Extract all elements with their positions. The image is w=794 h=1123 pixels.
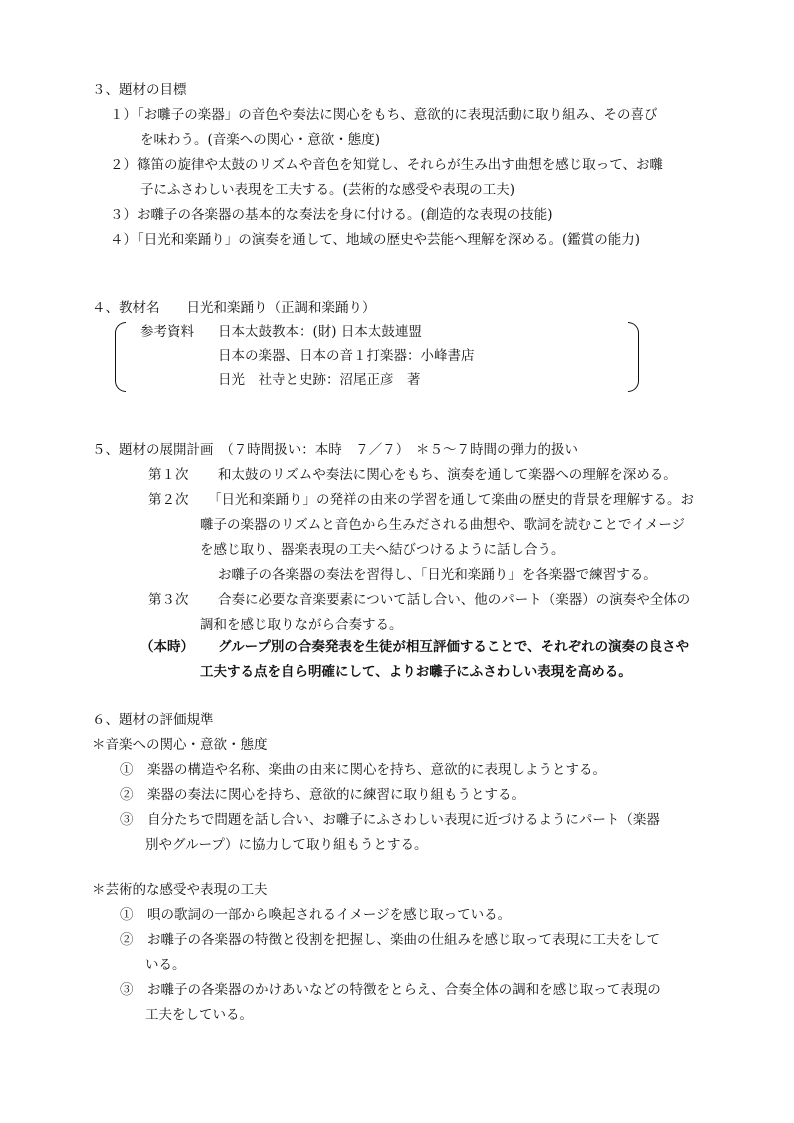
phase-3-label: 第３次 <box>148 592 189 608</box>
goal-item-3: ３）お囃子の各楽器の基本的な奏法を身に付ける。(創造的な表現の技能) <box>110 207 553 223</box>
criteria-2-item-2: ② お囃子の各楽器の特徴と役割を把握し、楽曲の仕組みを感じ取って表現に工夫をして <box>120 932 660 948</box>
goal-item-2-cont: 子にふさわしい表現を工夫する。(芸術的な感受や表現の工夫) <box>140 182 516 198</box>
phase-3-line-2: 調和を感じ取りながら合奏する。 <box>200 617 403 633</box>
criteria-1-item-3-cont: 別やグループ）に協力して取り組もうとする。 <box>145 837 428 853</box>
phase-1-text: 和太鼓のリズムや奏法に関心をもち、演奏を通して楽器への理解を深める。 <box>218 467 677 483</box>
criteria-1-heading: ＊音楽への関心・意欲・態度 <box>92 737 268 753</box>
goal-item-1-cont: を味わう。(音楽への関心・意欲・態度) <box>140 132 381 148</box>
criteria-1-item-2: ② 楽器の奏法に関心を持ち、意欲的に練習に取り組もうとする。 <box>120 787 525 803</box>
criteria-1-item-3: ③ 自分たちで問題を話し合い、お囃子にふさわしい表現に近づけるようにパート（楽器 <box>120 812 660 828</box>
phase-2-label: 第２次 <box>148 492 189 508</box>
reference-bracket-right <box>628 322 639 392</box>
phase-2-line-2: 囃子の楽器のリズムと音色から生みだされる曲想や、歌詞を読むことでイメージ <box>200 517 686 533</box>
phase-1-label: 第１次 <box>148 467 189 483</box>
reference-item-3: 日光 社寺と史跡：沼尾正彦 著 <box>218 372 421 388</box>
phase-2-line-3: を感じ取り、器楽表現の工夫へ結びつけるように話し合う。 <box>200 542 565 558</box>
goal-item-2: ２）篠笛の旋律や太鼓のリズムや音色を知覚し、それらが生み出す曲想を感じ取って、お囃 <box>110 157 663 173</box>
criteria-2-item-3-cont: 工夫をしている。 <box>145 1007 253 1023</box>
reference-item-2: 日本の楽器、日本の音１打楽器：小峰書店 <box>218 348 475 364</box>
phase-3-line-1: 合奏に必要な音楽要素について話し合い、他のパート（楽器）の演奏や全体の <box>218 592 691 608</box>
criteria-2-item-2-cont: いる。 <box>145 957 186 973</box>
current-lesson-line-2: 工夫する点を自ら明確にして、よりお囃子にふさわしい表現を高める。 <box>200 664 632 680</box>
criteria-2-item-3: ③ お囃子の各楽器のかけあいなどの特徴をとらえ、合奏全体の調和を感じ取って表現の <box>120 982 661 998</box>
section-4-heading: ４、教材名 日光和楽踊り（正調和楽踊り） <box>92 300 376 316</box>
criteria-1-item-1: ① 楽器の構造や名称、楽曲の由来に関心を持ち、意欲的に表現しようとする。 <box>120 762 606 778</box>
section-3-heading: ３、題材の目標 <box>92 82 187 98</box>
goal-item-1: １）「お囃子の楽器」の音色や奏法に関心をもち、意欲的に表現活動に取り組み、その喜び <box>110 107 658 123</box>
goal-item-4: ４）「日光和楽踊り」の演奏を通して、地域の歴史や芸能へ理解を深める。(鑑賞の能力) <box>110 232 641 248</box>
criteria-2-item-1: ① 唄の歌詞の一部から喚起されるイメージを感じ取っている。 <box>120 907 512 923</box>
section-6-heading: ６、題材の評価規準 <box>92 712 214 728</box>
criteria-2-heading: ＊芸術的な感受や表現の工夫 <box>92 882 268 898</box>
reference-item-1: 日本太鼓教本：(財) 日本太鼓連盟 <box>218 324 422 340</box>
current-lesson-line-1: グループ別の合奏発表を生徒が相互評価することで、それぞれの演奏の良さや <box>218 639 690 655</box>
section-5-heading: ５、題材の展開計画 （７時間扱い：本時 ７／７） ＊５～７時間の弾力的扱い <box>92 442 578 458</box>
current-lesson-label: （本時） <box>140 639 194 655</box>
phase-2-line-4: お囃子の各楽器の奏法を習得し、「日光和楽踊り」を各楽器で練習する。 <box>218 567 657 583</box>
reference-bracket-left <box>115 322 126 392</box>
reference-label: 参考資料 <box>140 324 194 340</box>
phase-2-line-1: 「日光和楽踊り」の発祥の由来の学習を通して楽曲の歴史的背景を理解する。お <box>208 492 694 508</box>
